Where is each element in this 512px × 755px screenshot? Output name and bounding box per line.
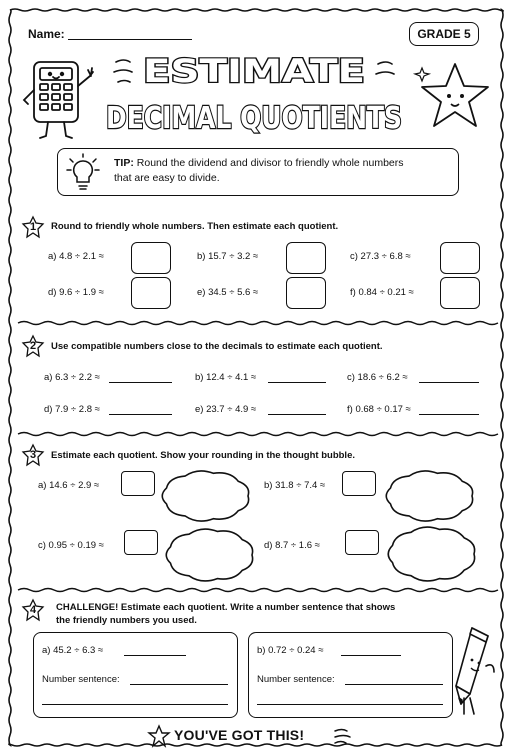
answer-line-2e[interactable]: [268, 414, 326, 415]
answer-line-2d[interactable]: [109, 414, 172, 415]
answer-line-2b[interactable]: [268, 382, 326, 383]
bubble-outline: [386, 471, 472, 521]
answer-box-3b[interactable]: [342, 471, 376, 496]
problem-2a: a) 6.3 ÷ 2.2 ≈: [44, 372, 100, 383]
challenge-label: CHALLENGE!: [56, 602, 119, 613]
section-divider: [18, 429, 494, 439]
problem-2f: f) 0.68 ÷ 0.17 ≈: [347, 404, 411, 415]
problem-2d: d) 7.9 ÷ 2.8 ≈: [44, 404, 100, 415]
answer-line-2f[interactable]: [419, 414, 479, 415]
problem-1c: c) 27.3 ÷ 6.8 ≈: [350, 251, 411, 262]
section-1-instruction: Round to friendly whole numbers. Then estimate each quotient.: [51, 221, 339, 232]
problem-1e: e) 34.5 ÷ 5.6 ≈: [197, 287, 259, 298]
thought-bubble-3a[interactable]: [160, 469, 252, 523]
page-title: [96, 52, 412, 140]
section-divider: [18, 585, 494, 595]
section-4-instruction-1: Estimate each quotient. Write a number sentence that shows: [120, 602, 396, 613]
answer-box-3d[interactable]: [345, 530, 379, 555]
problem-4a: a) 45.2 ÷ 6.3 ≈: [42, 645, 104, 656]
answer-box-1c[interactable]: [440, 242, 480, 274]
answer-box-1d[interactable]: [131, 277, 171, 309]
tip-text-1: Round the dividend and divisor to friendly whole numbers: [136, 157, 404, 169]
answer-box-1e[interactable]: [286, 277, 326, 309]
bubble-outline: [166, 529, 252, 581]
section-4-instruction-2: the friendly numbers you used.: [56, 615, 197, 626]
problem-2b: b) 12.4 ÷ 4.1 ≈: [195, 372, 257, 383]
name-label: Name:: [28, 27, 65, 41]
problem-3a: a) 14.6 ÷ 2.9 ≈: [38, 480, 100, 491]
answer-line-2a[interactable]: [109, 382, 172, 383]
sentence-line-4a-1[interactable]: [130, 684, 228, 685]
problem-1d: d) 9.6 ÷ 1.9 ≈: [48, 287, 104, 298]
challenge-panel-b: [248, 632, 453, 718]
problem-2e: e) 23.7 ÷ 4.9 ≈: [195, 404, 257, 415]
sentence-line-4a-2[interactable]: [42, 704, 228, 705]
problem-3c: c) 0.95 ÷ 0.19 ≈: [38, 540, 104, 551]
title-line1: ESTIMATE: [143, 52, 365, 90]
sentence-line-4b-2[interactable]: [257, 704, 443, 705]
sentence-label-4a: Number sentence:: [42, 674, 120, 685]
problem-2c: c) 18.6 ÷ 6.2 ≈: [347, 372, 408, 383]
section-3-instruction: Estimate each quotient. Show your rounding in the thought bubble.: [51, 450, 355, 461]
answer-line-4b[interactable]: [341, 655, 401, 656]
name-field[interactable]: [68, 39, 192, 40]
tip-label: TIP:: [114, 157, 134, 169]
section-3-number: 3: [22, 444, 44, 466]
problem-4b: b) 0.72 ÷ 0.24 ≈: [257, 645, 324, 656]
grade-badge: GRADE 5: [409, 22, 479, 46]
section-2-number: 2: [22, 335, 44, 357]
problem-1a: a) 4.8 ÷ 2.1 ≈: [48, 251, 104, 262]
tip-box: [57, 148, 459, 196]
problem-3d: d) 8.7 ÷ 1.6 ≈: [264, 540, 320, 551]
sparkle-icon: [148, 725, 170, 747]
title-line2: DECIMAL QUOTIENTS: [106, 101, 402, 136]
star-icon: [412, 60, 498, 134]
answer-box-3a[interactable]: [121, 471, 155, 496]
section-4-number: 4: [22, 599, 44, 621]
problem-1b: b) 15.7 ÷ 3.2 ≈: [197, 251, 259, 262]
pencil-icon: [452, 624, 498, 720]
sentence-label-4b: Number sentence:: [257, 674, 335, 685]
sentence-line-4b-1[interactable]: [345, 684, 443, 685]
lightbulb-icon: [66, 153, 100, 191]
answer-box-3c[interactable]: [124, 530, 158, 555]
bubble-outline: [162, 471, 248, 521]
answer-box-1f[interactable]: [440, 277, 480, 309]
answer-line-2c[interactable]: [419, 382, 479, 383]
problem-3b: b) 31.8 ÷ 7.4 ≈: [264, 480, 326, 491]
answer-line-4a[interactable]: [124, 655, 186, 656]
thought-bubble-3d[interactable]: [386, 525, 478, 583]
thought-bubble-3c[interactable]: [164, 527, 256, 583]
answer-box-1a[interactable]: [131, 242, 171, 274]
problem-1f: f) 0.84 ÷ 0.21 ≈: [350, 287, 414, 298]
section-1-number: 1: [22, 216, 44, 238]
challenge-panel-a: [33, 632, 238, 718]
bubble-outline: [388, 527, 474, 581]
section-divider: [18, 318, 494, 328]
footer: [148, 724, 360, 748]
answer-box-1b[interactable]: [286, 242, 326, 274]
tip-text-2: that are easy to divide.: [114, 172, 220, 184]
sparkle-icon: [332, 726, 356, 746]
section-2-instruction: Use compatible numbers close to the decimals to estimate each quotient.: [51, 341, 383, 352]
section-4-instruction: [56, 601, 395, 627]
thought-bubble-3b[interactable]: [384, 469, 476, 523]
footer-text: YOU'VE GOT THIS!: [174, 727, 305, 743]
